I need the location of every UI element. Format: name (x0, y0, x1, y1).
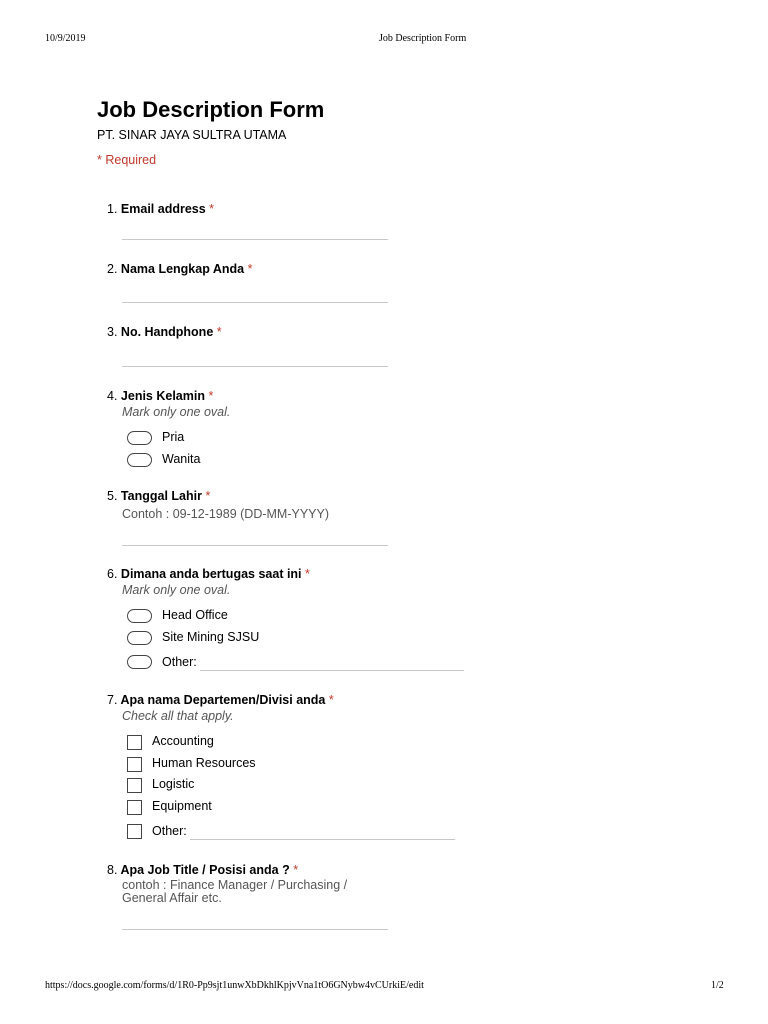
question-number: 4. (107, 389, 118, 403)
option-label: Human Resources (152, 756, 256, 770)
option-label: Wanita (162, 452, 201, 466)
checkbox-other[interactable] (127, 824, 142, 839)
radio-pria[interactable] (127, 431, 152, 445)
full-name-field[interactable] (122, 302, 388, 303)
checkbox-equipment[interactable] (127, 800, 142, 815)
required-star: * (247, 262, 253, 276)
job-title-field[interactable] (122, 929, 388, 930)
hint-text: Contoh : 09-12-1989 (DD-MM-YYYY) (122, 507, 330, 521)
question-label: Jenis Kelamin (120, 389, 205, 403)
question-number: 3. (107, 325, 118, 339)
required-star: * (293, 863, 299, 877)
question-label: Dimana anda bertugas saat ini (120, 567, 302, 581)
question-email-label (107, 202, 214, 216)
question-label: Apa nama Departemen/Divisi anda (120, 693, 326, 707)
option-label: Accounting (152, 734, 214, 748)
question-label: Email address (120, 202, 206, 216)
question-label: Tanggal Lahir (120, 489, 202, 503)
page-url: https://docs.google.com/forms/d/1R0-Pp9sjt1unwXbDkhlKpjvVna1tO6GNybw4vCUrkiE/edit (45, 980, 424, 991)
question-number: 1. (107, 202, 118, 216)
question-birthdate-label (107, 489, 210, 503)
question-number: 8. (107, 863, 118, 877)
radio-site-mining[interactable] (127, 631, 152, 645)
print-date: 10/9/2019 (45, 33, 86, 44)
required-star: * (216, 325, 222, 339)
required-star: * (305, 567, 310, 581)
required-star: * (209, 202, 215, 216)
option-label: Equipment (152, 799, 212, 813)
required-star: * (328, 693, 334, 707)
radio-other[interactable] (127, 655, 152, 669)
checkbox-accounting[interactable] (127, 735, 142, 750)
required-note: * Required (97, 153, 157, 167)
form-title: Job Description Form (97, 97, 325, 122)
help-text: Mark only one oval. (122, 583, 231, 597)
question-location-label (107, 567, 310, 581)
question-label: Nama Lengkap Anda (120, 262, 245, 276)
print-title: Job Description Form (379, 33, 467, 44)
birthdate-field[interactable] (122, 545, 388, 546)
question-gender-label (107, 389, 213, 403)
other-location-field[interactable] (200, 670, 464, 671)
page-number: 1/2 (711, 980, 724, 991)
question-name-label (107, 262, 252, 276)
email-field[interactable] (122, 239, 388, 240)
checkbox-logistic[interactable] (127, 778, 142, 793)
required-star: * (205, 489, 211, 503)
radio-head-office[interactable] (127, 609, 152, 623)
option-label: Logistic (152, 777, 195, 791)
other-department-field[interactable] (190, 839, 455, 840)
hint-text-line-2: General Affair etc. (122, 891, 222, 905)
radio-wanita[interactable] (127, 453, 152, 467)
question-number: 2. (107, 262, 118, 276)
required-star: * (208, 389, 214, 403)
question-label: Apa Job Title / Posisi anda ? (120, 863, 290, 877)
checkbox-human-resources[interactable] (127, 757, 142, 772)
company-name: PT. SINAR JAYA SULTRA UTAMA (97, 128, 287, 142)
option-label: Other: (152, 824, 187, 838)
option-label: Site Mining SJSU (162, 630, 260, 644)
help-text: Check all that apply. (122, 709, 234, 723)
question-jobtitle-label (107, 863, 298, 877)
question-label: No. Handphone (120, 325, 214, 339)
question-number: 6. (107, 567, 118, 581)
hint-text-line-1: contoh : Finance Manager / Purchasing / (122, 878, 348, 892)
question-number: 7. (107, 693, 118, 707)
question-department-label (107, 693, 334, 707)
help-text: Mark only one oval. (122, 405, 231, 419)
option-label: Head Office (162, 608, 228, 622)
option-label: Pria (162, 430, 185, 444)
question-number: 5. (107, 489, 118, 503)
question-phone-label (107, 325, 222, 339)
option-label: Other: (162, 655, 197, 669)
phone-field[interactable] (122, 366, 388, 367)
